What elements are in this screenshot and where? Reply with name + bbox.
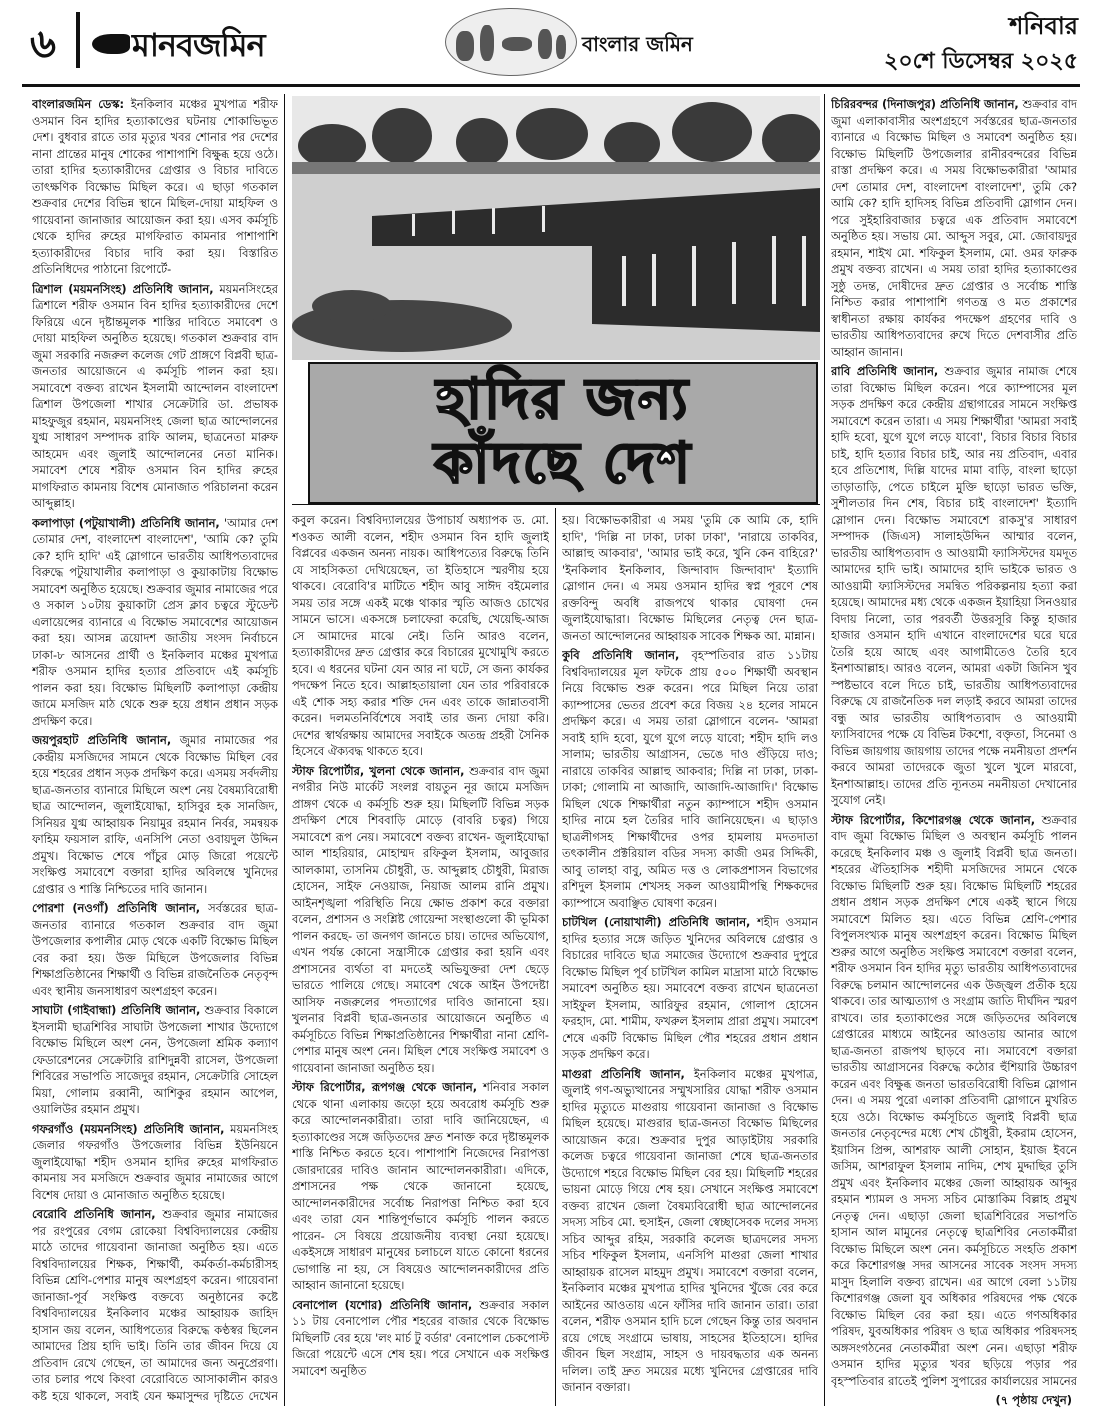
dateline: বেনাপোল (যশোর) প্রতিনিধি জানান, <box>292 1297 473 1312</box>
paragraph-text: ময়মনসিংহ জেলার গফরগাঁও উপজেলার বিভিন্ন ইউনিয়নে জুলাইযোদ্ধা শহীদ ওসমান হাদির রুহের মাগফিরাত কামনায় সব মসজিদে শুক্রবার জুমার নামাজের আগে বিশেষ দোয়া ও মোনাজাত অনুষ্ঠিত হয়েছে। <box>32 1121 278 1202</box>
article-paragraph <box>32 1002 278 1118</box>
dateline: বাংলারজমিন ডেস্ক: <box>32 97 125 111</box>
issue-day: শনিবার <box>1009 11 1078 40</box>
paragraph-text: হয়। বিক্ষোভকারীরা এ সময় 'তুমি কে আমি কে, হাদি হাদি', 'দিল্লি না ঢাকা, ঢাকা ঢাকা', 'নারায়ে তাকবির, আল্লাহু আকবার', 'আমার ভাই করে, খুনি কেন বাহিরে?' 'ইনকিলাব ইনকিলাব, জিন্দাবাদ জিন্দাবাদ' ইত্যাদি স্লোগান দেন। এ সময় ওসমান হাদির স্বপ্ন পূরণে শেষ রক্তবিন্দু অবধি রাজপথে থাকার ঘোষণা দেন জুলাইযোদ্ধারা। বিক্ষোভ মিছিলের নেতৃত্ব দেন ছাত্র-জনতা আন্দোলনের আহ্বায়ক সাবেক শিক্ষক আ. মান্নান। <box>562 513 818 643</box>
brand-swoosh-icon <box>92 34 130 54</box>
article-paragraph <box>562 914 818 1063</box>
issue-date: ২০শে ডিসেম্বর ২০২৫ <box>884 48 1078 74</box>
paragraph-text: শহীদ ওসমান হাদির হত্যার সঙ্গে জড়িত খুনিদের অবিলম্বে গ্রেপ্তার ও বিচারের দাবিতে ছাত্র সমাজের উদ্যোগে শুক্রবার দুপুরে বিক্ষোভ মিছিল পূর্ব চাটখিল কামিল মাদ্রাসা মাঠে বিক্ষোভ সমাবেশ অনুষ্ঠিত হয়। সমাবেশে বক্তব্য রাখেন ছাত্রনেতা সাইফুল ইসলাম, আরিফুর রহমান, গোলাপ হোসেন ফরহাদ, মো. শামীম, ফখরুল ইসলাম প্রারা প্রমুখ। সমাবেশ শেষে একটি বিক্ষোভ মিছিল পৌর শহরের প্রধান প্রধান সড়ক প্রদক্ষিণ করে। <box>562 915 818 1061</box>
page-number: ৬ <box>30 21 57 67</box>
paragraph-text: শুক্রবার জুমার নামাজের পর রংপুরের বেগম রোকেয়া বিশ্ববিদ্যালয়ের কেন্দ্রীয় মাঠে তাদের গায়েবানা জানাজা অনুষ্ঠিত হয়। এতে বিশ্ববিদ্যালয়ের শিক্ষক, শিক্ষার্থী, কর্মকর্তা-কর্মচারীসহ বিভিন্ন শ্রেণি-পেশার মানুষ অংশগ্রহণ করেন। গায়েবানা জানাজা-পূর্ব সংক্ষিপ্ত বক্তব্যে অনুষ্ঠানের কষ্টে বিশ্ববিদ্যালয়ের ইনকিলাব মঞ্চের আহ্বায়ক জাহিদ হাসান জয় বলেন, আধিপত্যের বিরুদ্ধে কণ্ঠস্বর ছিলেন আমাদের প্রিয় হাদি ভাই। তিনি তার জীবন দিয়ে যে প্রতিবাদ রেখে গেছেন, তা আমাদের জন্য অনুপ্রেরণা। তার চলার পথে কিংবা বেরোবিতে আসাকালীন কারও কষ্ট হয়ে থাকলে, সবাই যেন ক্ষমাসুন্দর দৃষ্টিতে দেখেন <box>32 1207 278 1403</box>
article-column-left <box>32 96 278 1406</box>
section-emblem-icon <box>445 8 577 76</box>
article-column-right <box>831 96 1077 1390</box>
paragraph-text: ময়মনসিংহের ত্রিশালে শরীফ ওসমান বিন হাদির হত্যাকারীদের দেশে ফিরিয়ে এনে দৃষ্টান্তমূলক শাস্তির দাবিতে সমাবেশ ও দোয়া মাহফিল অনুষ্ঠিত হয়েছে। গতকাল শুক্রবার বাদ জুমা সরকারি নজরুল কলেজ গেট প্রাঙ্গণে বিপ্লবী ছাত্র-জনতার আয়োজনে এ কর্মসূচি পালন করা হয়। সমাবেশে বক্তব্য রাখেন ইসলামী আন্দোলন বাংলাদেশ ত্রিশাল উপজেলা শাখার সেক্রেটারি ডা. প্রভাষক মাহফুজুর রহমান, ময়মনসিংহ জেলা ছাত্র আন্দোলনের যুগ্ম সাধারণ সম্পাদক রাফি আলম, ছাত্রনেতা মারুফ আহমেদ এবং জুলাই আন্দোলনের নেতা মানিক। সমাবেশ শেষে শরীফ ওসমান বিন হাদির রুহের মাগফিরাত কামনায় বিশেষ মোনাজাত পরিচালনা করেন আব্দুল্লাহ। <box>32 281 278 510</box>
dateline: পোরশা (নওগাঁ) প্রতিনিধি জানান, <box>32 901 201 915</box>
article-paragraph <box>32 96 278 278</box>
paragraph-text: শুক্রবার সকাল ১১ টায় বেনাপোল পৌর শহরের বাজার থেকে বিক্ষোভ মিছিলটি বের হয়ে 'লং মার্চ টু বর্ডার' বেনাপোল চেকপোস্ট জিরো পয়েন্টে এসে শেষ হয়। পরে সেখানে এক সংক্ষিপ্ত সমাবেশ অনুষ্ঠিত <box>292 1297 549 1378</box>
article-paragraph <box>32 1206 278 1406</box>
paragraph-text: শনিবার সকাল থেকে থানা এলাকায় জড়ো হয়ে অবরোধ কর্মসূচি শুরু করে আন্দোলনকারীরা। তারা দাবি জানিয়েছেন, এ হত্যাকাণ্ডের সঙ্গে জড়িতদের দ্রুত শনাক্ত করে দৃষ্টান্তমূলক শাস্তি নিশ্চিত করতে হবে। পাশাপাশি নিজেদের নিরাপত্তা জোরদারের দাবিও জানান আন্দোলনকারীরা। এদিকে, প্রশাসনের পক্ষ থেকে জানানো হয়েছে, আন্দোলনকারীদের সর্বোচ্চ নিরাপত্তা নিশ্চিত করা হবে এবং তারা যেন শান্তিপূর্ণভাবে কর্মসূচি পালন করতে পারেন- সে বিষয়ে প্রয়োজনীয় ব্যবস্থা নেয়া হয়েছে। একইসঙ্গে সাধারণ মানুষের চলাচলে যাতে কোনো ধরনের ভোগান্তি না হয়, সে বিষয়েও আন্দোলনকারীদের প্রতি আহ্বান জানানো হয়েছে। <box>292 1080 549 1292</box>
dateline: মাগুরা প্রতিনিধি জানান, <box>562 1066 685 1081</box>
continued-note: (৭ পৃষ্ঠায় দেখুন) <box>995 1393 1072 1407</box>
dateline: কলাপাড়া (পটুয়াখালী) প্রতিনিধি জানান, <box>32 515 220 530</box>
dateline: স্টাফ রিপোর্টার, রূপগঞ্জ থেকে জানান, <box>292 1080 478 1094</box>
paragraph-text: 'আমার দেশ তোমার দেশ, বাংলাদেশ বাংলাদেশ', 'আমি কে? তুমি কে? হাদি হাদি' এই স্লোগানে ভারতীয় আধিপত্যবাদের বিরুদ্ধে পটুয়াখালীর কলাপাড়া ও কুয়াকাটায় বিক্ষোভ সমাবেশ অনুষ্ঠিত হয়েছে। শুক্রবার জুমার নামাজের পরে ও সকাল ১০টায় কুয়াকাটা প্রেস ক্লাব চত্বরে স্টুডেন্ট এলায়েন্সের ব্যানারে এ বিক্ষোভ সমাবেশের আয়োজন করা হয়। আসন্ন ত্রয়োদশ জাতীয় সংসদ নির্বাচনে ঢাকা-৮ আসনের প্রার্থী ও ইনকিলাব মঞ্চের মুখপাত্র শরীফ ওসমান হাদির হত্যার প্রতিবাদে এই কর্মসূচি পালন করা হয়। বিক্ষোভ মিছিলটি কলাপাড়া কেন্দ্রীয় জামে মসজিদ মাঠ থেকে শুরু হয়ে প্রধান প্রধান সড়ক প্রদক্ষিণ করে। <box>32 515 278 728</box>
dateline: ত্রিশাল (ময়মনসিংহ) প্রতিনিধি জানান, <box>32 281 214 296</box>
headline-line-1: হাদির জন্য <box>436 367 690 432</box>
paragraph-text: শুক্রবার বাদ জুমা বিক্ষোভ মিছিল ও অবস্থান কর্মসূচি পালন করেছে ইনকিলাব মঞ্চ ও জুলাই বিপ্লবী ছাত্র জনতা। শহরের ঐতিহাসিক শহীদী মসজিদের সামনে থেকে বিক্ষোভ মিছিলটি শুরু হয়। বিক্ষোভ মিছিলটি শহরের প্রধান প্রধান সড়ক প্রদক্ষিণ শেষে একই স্থানে গিয়ে সমাবেশে মিলিত হয়। এতে বিভিন্ন শ্রেণি-পেশার বিপুলসংখ্যক মানুষ অংশগ্রহণ করেন। বিক্ষোভ মিছিল শুরুর আগে অনুষ্ঠিত সংক্ষিপ্ত সমাবেশে বক্তারা বলেন, শরীফ ওসমান বিন হাদির মৃত্যু ভারতীয় আধিপত্যবাদের বিরুদ্ধে চলমান আন্দোলনের এক উজ্জ্বল প্রতীক হয়ে থাকবে। তার আত্মত্যাগ ও সংগ্রাম জাতি দীর্ঘদিন স্মরণ রাখবে। তার হত্যাকাণ্ডের সঙ্গে জড়িতদের অবিলম্বে গ্রেপ্তারের মাধ্যমে আইনের আওতায় আনার আগে ছাত্র-জনতা রাজপথ ছাড়বে না। সমাবেশে বক্তারা ভারতীয় আগ্রাসনের বিরুদ্ধে কঠোর হুঁশিয়ারি উচ্চারণ করেন এবং বিক্ষুব্ধ জনতা ভারতবিরোধী বিভিন্ন স্লোগান দেন। এ সময় পুরো এলাকা প্রতিবাদী স্লোগানে মুখরিত হয়ে ওঠে। বিক্ষোভ কর্মসূচিতে জুলাই বিপ্লবী ছাত্র জনতার নেতৃবৃন্দের মধ্যে শেখ চৌধুরী, ইকরাম হোসেন, ইয়াসিন প্রিন্স, আশরাফ আলী সোহান, ইয়াজ ইবনে জসিম, আশরাফুল ইসলাম নাদিম, শেখ মুদ্দাছির তুসি প্রমুখ এবং ইনকিলাব মঞ্চের জেলা আহ্বায়ক আব্দুর রহমান শ্যামল ও সদস্য সচিব মোস্তাকিম বিল্লাহ প্রমুখ নেতৃত্ব দেন। এছাড়া জেলা ছাত্রশিবিরের সভাপতি হাসান আল মামুনের নেতৃত্বে ছাত্রশিবির নেতাকর্মীরা বিক্ষোভ মিছিলে অংশ নেন। কর্মসূচিতে সংহতি প্রকাশ করে কিশোরগঞ্জ সদর আসনের সাবেক সংসদ সদস্য মাসুদ হিলালি বক্তব্য রাখেন। এর আগে বেলা ১১টায় কিশোরগঞ্জ জেলা যুব অধিকার পরিষদের পক্ষ থেকে বিক্ষোভ মিছিল বের করা হয়। এতে গণঅধিকার পরিষদ, যুবঅধিকার পরিষদ ও ছাত্র অধিকার পরিষদসহ অঙ্গসংগঠনের নেতাকর্মীরা অংশ নেন। এছাড়া শরীফ ওসমান হাদির মৃত্যুর খবর ছড়িয়ে পড়ার পর বৃহস্পতিবার রাতেই পুলিশ সুপারের কার্যালয়ের সামনের <box>831 812 1077 1388</box>
dateline: চাটখিল (নোয়াখালী) প্রতিনিধি জানান, <box>562 915 751 929</box>
article-paragraph <box>562 512 818 644</box>
dateline: জয়পুরহাট প্রতিনিধি জানান, <box>32 733 172 747</box>
headline-box <box>308 362 818 504</box>
dateline: কুবি প্রতিনিধি জানান, <box>562 648 680 662</box>
article-paragraph <box>562 1066 818 1396</box>
paragraph-text: ইনকিলাব মঞ্চের মুখপাত্র শরীফ ওসমান বিন হাদির হত্যাকাণ্ডের ঘটনায় শোকাভিভূত দেশ। বুধবার রাতে তার মৃত্যুর খবর শোনার পর দেশের নানা প্রান্তের মানুষ শোকের পাশাপাশি বিক্ষুব্ধ হয়ে ওঠে। তারা হাদির হত্যাকারীদের গ্রেপ্তার ও বিচার দাবিতে তাৎক্ষণিক বিক্ষোভ মিছিল করে। এ ছাড়া গতকাল শুক্রবার দেশের বিভিন্ন স্থানে মিছিল-দোয়া মাহফিল ও গায়েবানা জানাজার আয়োজন করা হয়। এসব কর্মসূচি থেকে হাদির রুহের মাগফিরাত কামনার পাশাপাশি হত্যাকারীদের বিচার দাবি করা হয়। বিস্তারিত প্রতিনিধিদের পাঠানো রিপোর্টে- <box>32 97 278 276</box>
dateline: চিরিরবন্দর (দিনাজপুর) প্রতিনিধি জানান, <box>831 97 1019 111</box>
article-paragraph <box>292 1079 549 1294</box>
brand-name: মানবজমিন <box>132 26 265 64</box>
article-column-mid-1 <box>292 512 549 1406</box>
news-photo <box>292 96 820 360</box>
paragraph-text: শুক্রবার বাদ জুমা নগরীর নিউ মার্কেট সংলগ্ন বায়তুন নূর জামে মসজিদ প্রাঙ্গণ থেকে এ কর্মসূচি শুরু হয়। মিছিলটি বিভিন্ন সড়ক প্রদক্ষিণ শেষে শিববাড়ি মোড়ে (বাবরি চত্বর) গিয়ে সমাবেশে রূপ নেয়। সমাবেশে বক্তব্য রাখেন- জুলাইযোদ্ধা আল শাহরিয়ার, মোহাম্মদ রফিকুল ইসলাম, আবুজার আলকামা, তাসনিম চৌধুরী, ড. আব্দুল্লাহ চৌধুরী, মিরাজ হোসেন, সাইফ নেওয়াজ, নিয়াজ আলম রানি প্রমুখ। আইনশৃঙ্খলা পরিস্থিতি নিয়ে ক্ষোভ প্রকাশ করে বক্তারা বলেন, প্রশাসন ও সংশ্লিষ্ট গোয়েন্দা সংস্থাগুলো কী ভূমিকা পালন করছে- তা জনগণ জানতে চায়। তাদের অভিযোগ, এখন পর্যন্ত কোনো সন্ত্রাসীকে গ্রেপ্তার করা হয়নি এবং প্রশাসনের ব্যর্থতা বা মদতেই অভিযুক্তরা দেশ ছেড়ে ভারতে পালিয়ে গেছে। সমাবেশ থেকে আইন উপদেষ্টা আসিফ নজরুলের পদত্যাগের দাবিও জানানো হয়। খুলনার বিপ্লবী ছাত্র-জনতার আয়োজনে অনুষ্ঠিত এ কর্মসূচিতে বিভিন্ন শিক্ষাপ্রতিষ্ঠানের শিক্ষার্থীরা নানা শ্রেণি-পেশার মানুষ অংশ নেন। মিছিল শেষে সংক্ষিপ্ত সমাবেশ ও গায়েবানা জানাজা অনুষ্ঠিত হয়। <box>292 763 549 1075</box>
section-title: বাংলার জমিন <box>582 32 693 56</box>
article-paragraph <box>32 281 278 512</box>
header-divider <box>76 12 80 68</box>
column-rule-3 <box>824 94 825 1406</box>
headline-line-2: কাঁদছে দেশ <box>433 431 693 496</box>
article-column-mid-2 <box>562 512 818 1406</box>
article-paragraph <box>292 512 549 760</box>
paragraph-text: শুক্রবার বিকালে ইসলামী ছাত্রশিবির সাঘাটা উপজেলা শাখার উদ্যোগে বিক্ষোভ মিছিলে অংশ নেন, উপজেলা শ্রমিক কল্যাণ ফেডারেশনের সেক্রেটারি রাশিদুন্নবী রাসেল, উপজেলা শিবিরের সভাপতি সাজেদুর রহমান, সেক্রেটারি সোহেল মিয়া, গোলাম রব্বানী, আশিকুর রহমান আপেল, ওয়ালিউর রহমান প্রমুখ। <box>32 1003 278 1116</box>
article-paragraph <box>831 363 1077 809</box>
dateline: স্টাফ রিপোর্টার, কিশোরগঞ্জ থেকে জানান, <box>831 812 1036 827</box>
article-paragraph <box>292 763 549 1077</box>
paragraph-text: শুক্রবার জুমার নামাজ শেষে তারা বিক্ষোভ মিছিল করেন। পরে ক্যাম্পাসের মূল সড়ক প্রদক্ষিণ করে কেন্দ্রীয় গ্রন্থাগারের সামনে সংক্ষিপ্ত সমাবেশে করেন তারা। এ সময় শিক্ষার্থীরা 'আমরা সবাই হাদি হবো, যুগে যুগে লড়ে যাবো', বিচার বিচার বিচার চাই, হাদি হত্যার বিচার চাই, আর নয় প্রতিবাদ, এবার হবে প্রতিশোধ, দিল্লি যাদের মামা বাড়ি, বাংলা ছাড়ো তাড়াতাড়ি, পেতে চাইলে মুক্তি ছাড়ো ভারত ভক্তি, সুশীলতার দিন শেষ, বিচার চাই বাংলাদেশ' ইত্যাদি স্লোগান দেন। বিক্ষোভ সমাবেশে রাকসু'র সাধারণ সম্পাদক (জিএস) সালাহউদ্দিন আম্মার বলেন, ভারতীয় আধিপত্যবাদ ও আওয়ামী ফ্যাসিস্টদের যমদূত আমাদের হাদি ভাই। আমাদের হাদি ভাইকে ভারত ও আওয়ামী ফ্যাসিস্টদের সমন্বিত পরিকল্পনায় হত্যা করা হয়েছে। আমাদের মধ্য থেকে একজন ইয়াহিয়া সিনওয়ার বিদায় নিলো, তার পরবর্তী উত্তরসূরি কিন্তু হাজার হাজার ওসমান হাদি এখানে বাংলাদেশের ঘরে ঘরে তৈরি হয়ে আছে এবং আগামীতেও তৈরি হবে ইনশাআল্লাহ। আরও বলেন, আমরা একটা জিনিস খুব স্পষ্টভাবে বলে দিতে চাই, ভারতীয় আধিপত্যবাদের বিরুদ্ধে যে রাজনৈতিক দল লড়াই করবে আমরা তাদের বন্ধু আর ভারতীয় আধিপত্যবাদ ও আওয়ামী ফ্যাসিবাদের পক্ষে যে বিভিন্ন টকশো, বক্তৃতা, সিনেমা ও বিভিন্ন জায়গায় জায়গায় তাদের পক্ষে নমনীয়তা প্রদর্শন করবে আমরা তাদেরকে জুতা খুলে খুলে মারবো, ইনশাআল্লাহ। তাদের প্রতি ন্যূনতম নমনীয়তা দেখানোর সুযোগ নেই। <box>831 364 1077 807</box>
brand-logo <box>92 16 265 64</box>
prayer-crowd-image <box>292 96 820 360</box>
paragraph-text: কবুল করেন। বিশ্ববিদ্যালয়ের উপাচার্য অধ্যাপক ড. মো. শওকত আলী বলেন, শহীদ ওসমান বিন হাদি জুলাই বিপ্লবের একজন অনন্য নায়ক। আধিপত্যের বিরুদ্ধে তিনি যে সাহসিকতা দেখিয়েছেন, তা ইতিহাসে স্মরণীয় হয়ে থাকবে। বেরোবি'র মাটিতে শহীদ আবু সাঈদ বইমেলার সময় তার সঙ্গে একই মঞ্চে থাকার স্মৃতি আজও চোখের সামনে ভাসে। একসঙ্গে চলাফেরা করেছি, খেয়েছি-আজ সে আমাদের মাঝে নেই। তিনি আরও বলেন, হত্যাকারীদের দ্রুত গ্রেপ্তার করে বিচারের মুখোমুখি করতে হবে। এ ধরনের ঘটনা যেন আর না ঘটে, সে জন্য কার্যকর পদক্ষেপ নিতে হবে। আল্লাহতায়ালা যেন তার পরিবারকে এই শোক সহ্য করার শক্তি দেন এবং তাকে জান্নাতবাসী করেন। দলমতনির্বিশেষে সবাই তার জন্য দোয়া করি। দেশের স্বার্থরক্ষায় আমাদের সবাইকে অতন্দ্র প্রহরী সৈনিক হিসেবে ঐক্যবদ্ধ থাকতে হবে। <box>292 513 549 758</box>
paragraph-text: বৃহস্পতিবার রাত ১১টায় বিশ্ববিদ্যালয়ের মূল ফটকে প্রায় ৫০০ শিক্ষার্থী অবস্থান নিয়ে বিক্ষোভ শুরু করেন। পরে মিছিল নিয়ে তারা ক্যাম্পাসের ভেতর প্রবেশ করে বিজয় ২৪ হলের সামনে প্রদক্ষিণ করে। এ সময় তারা স্লোগানে বলেন- 'আমরা সবাই হাদি হবো, যুগে যুগে লড়ে যাবো; শহীদ হাদি লও সালাম; ভারতীয় আগ্রাসন, ভেঙে দাও গুঁড়িয়ে দাও; নারায়ে তাকবির আল্লাহু আকবার; দিল্লি না ঢাকা, ঢাকা-ঢাকা; গোলামি না আজাদি, আজাদি-আজাদি।' বিক্ষোভ মিছিল থেকে শিক্ষার্থীরা নতুন ক্যাম্পাসে শহীদ ওসমান হাদির নামে হল তৈরির দাবি জানিয়েছেন। এ ছাড়াও ছাত্রলীগসহ শিক্ষার্থীদের ওপর হামলায় মদতদাতা তৎকালীন প্রক্টরিয়াল বডির সদস্য কাজী ওমর সিদ্দিকী, আবু তালহা বাবু, অমিত দত্ত ও লোকপ্রশাসন বিভাগের রশিদুল ইসলাম শেখসহ সকল আওয়ামীপন্থি শিক্ষকদের ক্যাম্পাসে অবাঞ্ছিত ঘোষণা করেন। <box>562 648 818 910</box>
paragraph-text: শুক্রবার বাদ জুমা এলাকাবাসীর অংশগ্রহণে সর্বস্তরের ছাত্র-জনতার ব্যানারে এ বিক্ষোভ মিছিল ও সমাবেশ অনুষ্ঠিত হয়। বিক্ষোভ মিছিলটি উপজেলার রানীরবন্দরের বিভিন্ন রাস্তা প্রদক্ষিণ করে। এ সময় বিক্ষোভকারীরা 'আমার দেশ তোমার দেশ, বাংলাদেশ বাংলাদেশ', তুমি কে? আমি কে? হাদি হাদিসহ বিভিন্ন প্রতিবাদী স্লোগান দেন। পরে সুইহারিবাজার চত্বরে এক প্রতিবাদ সমাবেশে অনুষ্ঠিত হয়। সভায় মো. আব্দুস সবুর, মো. জোবায়দুর রহমান, শাইখ মো. শফিকুল ইসলাম, মো. ওমর ফারুক প্রমুখ বক্তব্য রাখেন। এ সময় তারা হাদির হত্যাকাণ্ডের সুষ্ঠু তদন্ত, দোষীদের দ্রুত গ্রেপ্তার ও সর্বোচ্চ শাস্তি নিশ্চিত করার পাশাপাশি গণতন্ত্র ও মত প্রকাশের স্বাধীনতা রক্ষায় কার্যকর পদক্ষেপ গ্রহণের দাবি ও ভারতীয় আধিপত্যবাদের রুখে দিতে দেশবাসীর প্রতি আহ্বান জানান। <box>831 97 1077 359</box>
paragraph-text: সর্বস্তরের ছাত্র-জনতার ব্যানারে গতকাল শুক্রবার বাদ জুমা উপজেলার কপালীর মোড় থেকে একটি বিক্ষোভ মিছিল বের করা হয়। উক্ত মিছিলে উপজেলার বিভিন্ন শিক্ষাপ্রতিষ্ঠানের শিক্ষার্থী ও বিভিন্ন রাজনৈতিক নেতৃবৃন্দ এবং স্থানীয় জনসাধারণ অংশগ্রহণ করেন। <box>32 901 278 998</box>
article-paragraph <box>831 812 1077 1391</box>
article-paragraph <box>32 1121 278 1204</box>
article-paragraph <box>32 732 278 897</box>
column-rule-1 <box>284 94 285 1406</box>
page-header <box>0 0 1100 84</box>
paragraph-text: ইনকিলাব মঞ্চের মুখপাত্র, জুলাই গণ-অভ্যুত্থানের সম্মুখসারির যোদ্ধা শরীফ ওসমান হাদির মৃত্যুতে মাগুরায় গায়েবানা জানাজা ও বিক্ষোভ মিছিল হয়েছে। মাগুরার ছাত্র-জনতা বিক্ষোভ মিছিলের আয়োজন করে। শুক্রবার দুপুর আড়াইটায় সরকারি কলেজ চত্বরে গায়েবানা জানাজা শেষে ছাত্র-জনতার উদ্যোগে শহরে বিক্ষোভ মিছিল বের হয়। মিছিলটি শহরের ভায়না মোড়ে গিয়ে শেষ হয়। সেখানে সংক্ষিপ্ত সমাবেশে বক্তব্য রাখেন জেলা বৈষম্যবিরোধী ছাত্র আন্দোলনের সদস্য সচিব মো. হুসাইন, জেলা স্বেচ্ছাসেবক দলের সদস্য সচিব আব্দুর রহিম, সরকারি কলেজ ছাত্রদলের সদস্য সচিব শফিকুল ইসলাম, এনসিপি মাগুরা জেলা শাখার আহ্বায়ক রাসেল মাহমুদ প্রমুখ। সমাবেশে বক্তারা বলেন, ইনকিলাব মঞ্চের মুখপাত্র হাদির খুনিদের খুঁজে বের করে আইনের আওতায় এনে ফাঁসির দাবি জানান তারা। তারা বলেন, শরীফ ওসমান হাদি চলে গেছেন কিন্তু তার অবদান রয়ে গেছে সংগ্রামে ভাষায়, সাহসের ইতিহাসে। হাদির জীবন ছিল সংগ্রাম, সাহস ও দায়বদ্ধতার এক অনন্য দলিল। তাই দ্রুত সময়ের মধ্যে খুনিদের গ্রেপ্তারের দাবি জানান বক্তারা। <box>562 1066 818 1394</box>
header-rule <box>22 84 1080 87</box>
article-paragraph <box>831 96 1077 360</box>
paragraph-text: জুমার নামাজের পর কেন্দ্রীয় মসজিদের সামনে থেকে বিক্ষোভ মিছিল বের হয়ে শহরের প্রধান সড়ক প্রদক্ষিণ করে। এসময় সর্বদলীয় ছাত্র-জনতার ব্যানারে মিছিলে অংশ নেয় বৈষম্যবিরোধী ছাত্র আন্দোলন, জুলাইযোদ্ধা, হাসিবুর হক সানজিদ, সিনিয়র যুগ্ম আহ্বায়ক নিয়ামুর রহমান নির্বর, সমন্বয়ক ফাহিম ফয়সাল রাফি, এনসিপি নেতা ওবায়দুল উদ্দিন প্রমুখ। বিক্ষোভ শেষে পাঁচুর মোড় জিরো পয়েন্টে সংক্ষিপ্ত সমাবেশে বক্তারা হাদির অবিলম্বে খুনিদের গ্রেপ্তার ও শাস্তি নিশ্চিতের দাবি জানান। <box>32 733 278 896</box>
article-paragraph <box>562 647 818 911</box>
column-rule-2 <box>555 508 556 1406</box>
headline-rule <box>292 504 820 505</box>
article-paragraph <box>32 900 278 999</box>
dateline: সাঘাটা (গাইবান্ধা) প্রতিনিধি জানান, <box>32 1003 201 1017</box>
dateline: রাবি প্রতিনিধি জানান, <box>831 364 939 378</box>
dateline: বেরোবি প্রতিনিধি জানান, <box>32 1207 156 1221</box>
article-paragraph <box>292 1297 549 1380</box>
dateline: স্টাফ রিপোর্টার, খুলনা থেকে জানান, <box>292 763 465 778</box>
article-paragraph <box>32 515 278 730</box>
dateline: গফরগাঁও (ময়মনসিংহ) প্রতিনিধি জানান, <box>32 1121 225 1136</box>
